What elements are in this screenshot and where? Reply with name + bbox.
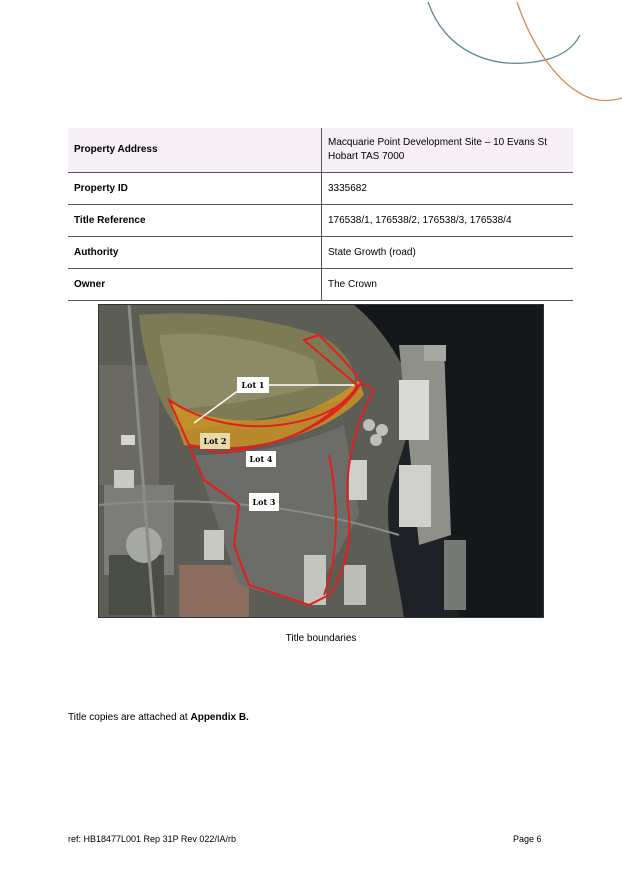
city-block bbox=[109, 555, 164, 615]
figure-caption: Title boundaries bbox=[285, 633, 357, 644]
lot-2-label bbox=[200, 433, 230, 449]
aerial-map-figure bbox=[98, 304, 544, 618]
appendix-reference: Appendix B. bbox=[190, 712, 249, 723]
decorative-arcs bbox=[0, 0, 622, 110]
table-row bbox=[68, 269, 573, 301]
lot-4-text: Lot 4 bbox=[249, 454, 273, 464]
shed bbox=[349, 460, 367, 500]
row-label: Title Reference bbox=[68, 205, 322, 237]
silo bbox=[363, 419, 375, 431]
row-label: Property ID bbox=[68, 173, 322, 205]
table-row bbox=[68, 173, 573, 205]
row-value: State Growth (road) bbox=[322, 237, 574, 269]
warehouse bbox=[399, 465, 431, 527]
lot-2-text: Lot 2 bbox=[203, 436, 227, 446]
footer-reference: ref: HB18477L001 Rep 31P Rev 022/IA/rb bbox=[68, 834, 236, 844]
note-text: Title copies are attached at bbox=[68, 712, 191, 723]
page-number: Page 6 bbox=[513, 834, 542, 844]
pier bbox=[424, 345, 446, 361]
aerial-map bbox=[99, 305, 544, 618]
teal-arc bbox=[428, 2, 580, 63]
warehouse bbox=[399, 380, 429, 440]
table-row bbox=[68, 205, 573, 237]
building bbox=[114, 470, 134, 488]
table-row bbox=[68, 237, 573, 269]
lot-1-label bbox=[237, 377, 269, 393]
silo bbox=[376, 424, 388, 436]
stadium-roof bbox=[126, 527, 162, 563]
row-value: 3335682 bbox=[322, 173, 574, 205]
city-block bbox=[99, 365, 159, 485]
table-row bbox=[68, 128, 573, 173]
lot-4-label bbox=[246, 451, 276, 467]
row-value: The Crown bbox=[322, 269, 574, 301]
building bbox=[121, 435, 135, 445]
row-label: Property Address bbox=[68, 128, 322, 173]
silo bbox=[370, 434, 382, 446]
property-table bbox=[68, 128, 573, 301]
row-value: Macquarie Point Development Site – 10 Evans St Hobart TAS 7000 bbox=[322, 128, 574, 173]
shed bbox=[204, 530, 224, 560]
row-value: 176538/1, 176538/2, 176538/3, 176538/4 bbox=[322, 205, 574, 237]
row-label: Authority bbox=[68, 237, 322, 269]
pier bbox=[444, 540, 466, 610]
row-label: Owner bbox=[68, 269, 322, 301]
lot-3-label bbox=[249, 493, 279, 511]
shed bbox=[344, 565, 366, 605]
lot-3-text: Lot 3 bbox=[252, 497, 276, 507]
orange-arc bbox=[517, 2, 622, 101]
appendix-note bbox=[68, 712, 249, 723]
lot-1-text: Lot 1 bbox=[241, 380, 265, 390]
